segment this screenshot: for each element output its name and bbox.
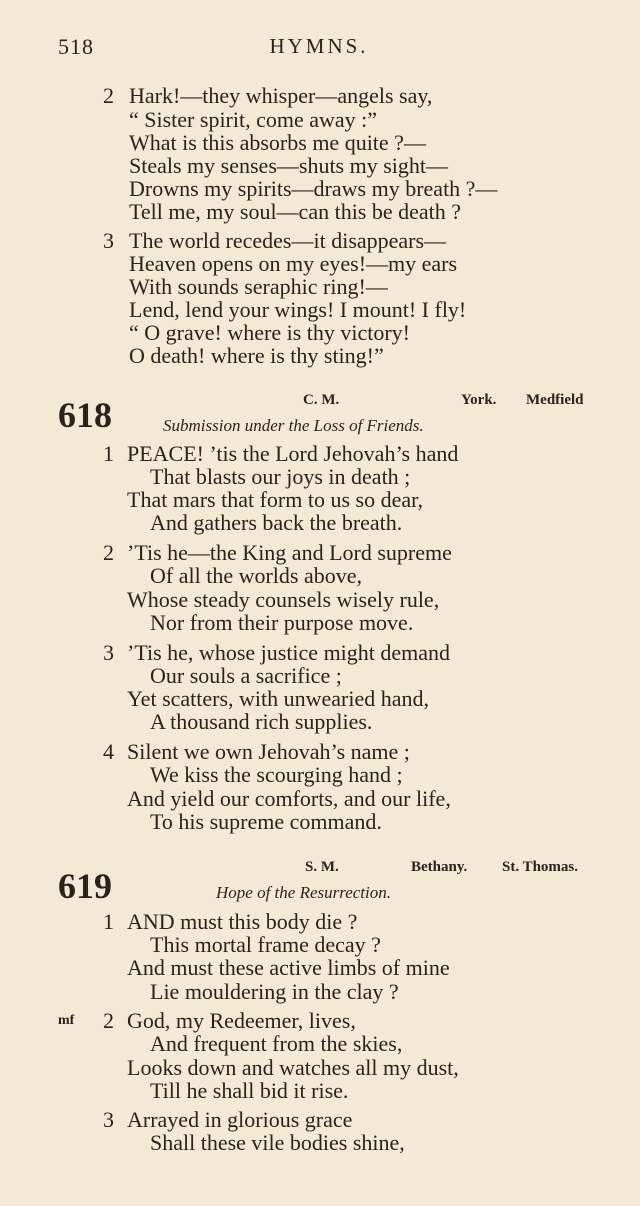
verse-line: Lend, lend your wings! I mount! I fly!: [129, 297, 467, 322]
verse-line: Shall these vile bodies shine,: [150, 1130, 405, 1155]
verse-line: Arrayed in glorious grace: [127, 1107, 353, 1132]
verse-line: ’Tis he, whose justice might demand: [127, 640, 451, 665]
dynamic-marking: mf: [58, 1013, 75, 1028]
verse-line: “ O grave! where is thy victory!: [129, 320, 411, 345]
hymn-number: 619: [58, 866, 112, 906]
stanza-number: 2: [103, 1008, 114, 1033]
verse-line: Yet scatters, with unwearied hand,: [127, 686, 430, 711]
stanza-number: 2: [103, 540, 114, 565]
verse-line: Looks down and watches all my dust,: [127, 1055, 459, 1080]
verse-line: “ Sister spirit, come away :”: [129, 107, 378, 132]
verse-line: The world recedes—it disappears—: [129, 228, 447, 253]
stanza-number: 2: [103, 83, 114, 108]
verse-line: PEACE! ’tis the Lord Jehovah’s hand: [127, 441, 459, 466]
verse-line: Silent we own Jehovah’s name ;: [127, 739, 410, 764]
meter: C. M.: [303, 392, 340, 408]
verse-line: Steals my senses—shuts my sight—: [129, 153, 449, 178]
verse-line: ’Tis he—the King and Lord supreme: [127, 540, 452, 565]
running-head: [58, 34, 580, 60]
verse-line: And must these active limbs of mine: [127, 955, 450, 980]
verse-line: Till he shall bid it rise.: [150, 1078, 349, 1103]
verse-line: AND must this body die ?: [127, 909, 358, 934]
verse-line: Whose steady counsels wisely rule,: [127, 587, 440, 612]
tune-name: Bethany.: [411, 859, 468, 875]
verse-line: Heaven opens on my eyes!—my ears: [129, 251, 458, 276]
verse-line: A thousand rich supplies.: [150, 709, 373, 734]
stanza-number: 3: [103, 228, 114, 253]
verse-line: With sounds seraphic ring!—: [129, 274, 388, 299]
hymn-subject: Hope of the Resurrection.: [216, 883, 391, 902]
tune-name: York.: [461, 392, 497, 408]
stanza-number: 1: [103, 909, 114, 934]
verse-line: O death! where is thy sting!”: [129, 343, 384, 368]
verse-line: And gathers back the breath.: [150, 510, 403, 535]
verse-line: That mars that form to us so dear,: [127, 487, 424, 512]
verse-line: And frequent from the skies,: [150, 1031, 403, 1056]
stanza-number: 3: [103, 640, 114, 665]
verse-line: Our souls a sacrifice ;: [150, 663, 342, 688]
tune-name: Medfield: [526, 392, 584, 408]
hymn-number: 618: [58, 395, 112, 435]
stanza-number: 1: [103, 441, 114, 466]
verse-line: Lie mouldering in the clay ?: [150, 979, 399, 1004]
verse-line: God, my Redeemer, lives,: [127, 1008, 356, 1033]
page-number: 518: [58, 34, 94, 59]
verse-line: Drowns my spirits—draws my breath ?—: [129, 176, 498, 201]
verse-line: We kiss the scourging hand ;: [150, 762, 403, 787]
hymn-subject: Submission under the Loss of Friends.: [163, 416, 424, 435]
running-title: HYMNS.: [269, 34, 369, 58]
verse-line: This mortal frame decay ?: [150, 932, 381, 957]
meter: S. M.: [305, 859, 339, 875]
verse-line: What is this absorbs me quite ?—: [129, 130, 426, 155]
verse-line: Of all the worlds above,: [150, 563, 362, 588]
verse-line: Tell me, my soul—can this be death ?: [129, 199, 462, 224]
tune-name: St. Thomas.: [502, 859, 578, 875]
verse-line: Nor from their purpose move.: [150, 610, 414, 635]
verse-line: And yield our comforts, and our life,: [127, 786, 451, 811]
verse-line: To his supreme command.: [150, 809, 382, 834]
stanza-number: 3: [103, 1107, 114, 1132]
verse-line: That blasts our joys in death ;: [150, 464, 411, 489]
verse-line: Hark!—they whisper—angels say,: [129, 83, 433, 108]
stanza-number: 4: [103, 739, 114, 764]
